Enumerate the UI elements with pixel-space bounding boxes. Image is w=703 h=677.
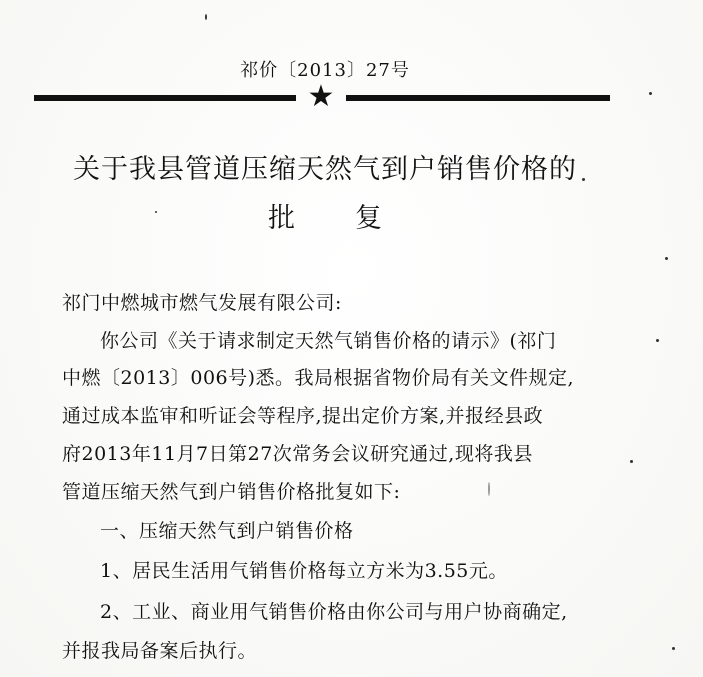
addressee: 祁门中燃城市燃气发展有限公司: (62, 292, 342, 314)
star-icon: ★ (307, 79, 335, 114)
document-number: 祁价〔2013〕27号 (240, 60, 410, 81)
paragraph1-line: 中燃〔2013〕006号)悉。我局根据省物价局有关文件规定, (62, 367, 575, 389)
paragraph1-line: 通过成本监审和听证会等程序,提出定价方案,并报经县政 (62, 405, 544, 427)
price-item-1: 1、居民生活用气销售价格每立方米为3.55元。 (100, 560, 508, 582)
scan-speck (665, 257, 668, 260)
scan-speck (488, 482, 490, 496)
price-item-2-line: 2、工业、商业用气销售价格由你公司与用户协商确定, (100, 601, 568, 623)
header-divider (34, 79, 610, 114)
scan-speck (649, 92, 652, 95)
scan-speck (656, 339, 659, 342)
price-item-2-line: 并报我局备案后执行。 (62, 640, 258, 662)
paragraph1-line: 你公司《关于请求制定天然气销售价格的请示》(祁门 (100, 330, 557, 352)
scan-speck (672, 647, 675, 650)
document-title-line2: 批复 (268, 203, 442, 234)
divider-rule-right (346, 95, 610, 101)
document-title-line1: 关于我县管道压缩天然气到户销售价格的 (73, 154, 577, 185)
paragraph1-line: 府2013年11月7日第27次常务会议研究通过,现将我县 (62, 443, 533, 465)
scan-speck (630, 460, 633, 463)
divider-rule-left (34, 95, 296, 101)
section1-heading: 一、压缩天然气到户销售价格 (100, 520, 354, 542)
paragraph1-line: 管道压缩天然气到户销售价格批复如下: (62, 481, 401, 503)
scan-speck (205, 14, 207, 20)
